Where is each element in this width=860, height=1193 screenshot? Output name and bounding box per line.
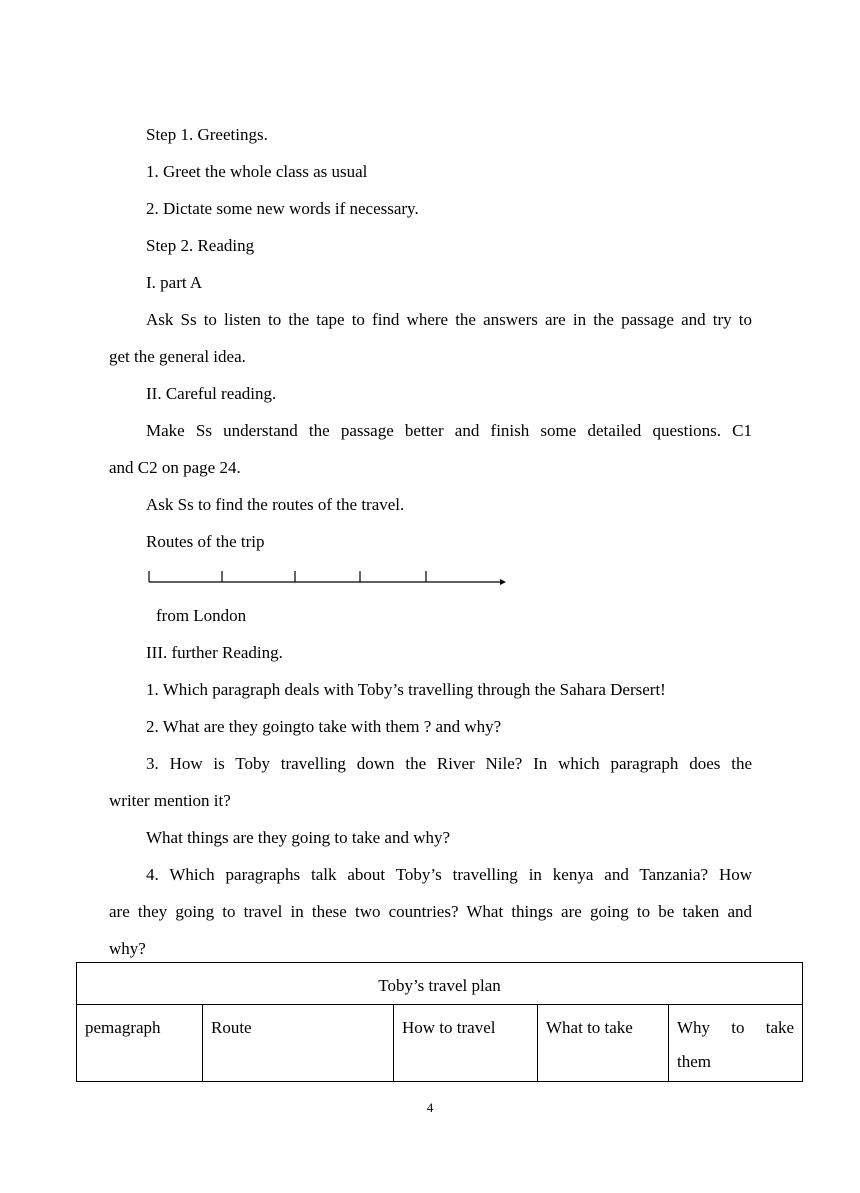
routes-title: Routes of the trip: [146, 532, 265, 551]
route-timeline: [148, 570, 510, 590]
question-3-line2: writer mention it?: [109, 791, 231, 810]
question-4-line1: 4. Which paragraphs talk about Toby’s travelling in kenya and Tanzania? How: [146, 865, 752, 884]
route-start-label: from London: [156, 606, 247, 625]
page-number: 4: [426, 1100, 434, 1115]
listen-paragraph-line1: Ask Ss to listen to the tape to find where the answers are in the passage and try to: [146, 310, 752, 329]
table-title-row: [77, 963, 803, 1005]
question-2: 2. What are they goingto take with them ? and why?: [146, 717, 502, 736]
header-route: Route: [203, 1005, 394, 1082]
travel-plan-table: [76, 962, 803, 1082]
routes-instruction: Ask Ss to find the routes of the travel.: [146, 495, 405, 514]
question-1: 1. Which paragraph deals with Toby’s travelling through the Sahara Dersert!: [146, 680, 666, 699]
question-4-line3: why?: [109, 939, 146, 958]
question-4-line2: are they going to travel in these two countries? What things are going to be taken and: [109, 902, 752, 921]
table-header-row: [77, 1005, 803, 1082]
table-title: Toby’s travel plan: [77, 963, 803, 1005]
route-arrow-head: [500, 579, 506, 585]
part-a-heading: I. part A: [146, 273, 203, 292]
greet-item: 1. Greet the whole class as usual: [146, 162, 368, 181]
careful-reading-heading: II. Careful reading.: [146, 384, 277, 403]
header-paragraph: pemagraph: [77, 1005, 203, 1082]
careful-paragraph-line2: and C2 on page 24.: [109, 458, 241, 477]
careful-paragraph-line1: Make Ss understand the passage better and finish some detailed questions. C1: [146, 421, 752, 440]
header-what-to-take: What to take: [538, 1005, 669, 1082]
step2-heading: Step 2. Reading: [146, 236, 255, 255]
header-how-to-travel: How to travel: [394, 1005, 538, 1082]
header-why-to-take-them: [669, 1005, 803, 1082]
step1-heading: Step 1. Greetings.: [146, 125, 268, 144]
header-why-line1: Why to take: [677, 1018, 795, 1037]
listen-paragraph-line2: get the general idea.: [109, 347, 246, 366]
question-3-line1: 3. How is Toby travelling down the River Nile? In which paragraph does the: [146, 754, 752, 773]
header-why-line2: them: [677, 1052, 711, 1071]
dictate-item: 2. Dictate some new words if necessary.: [146, 199, 419, 218]
further-reading-heading: III. further Reading.: [146, 643, 283, 662]
question-3-follow: What things are they going to take and why?: [146, 828, 451, 847]
